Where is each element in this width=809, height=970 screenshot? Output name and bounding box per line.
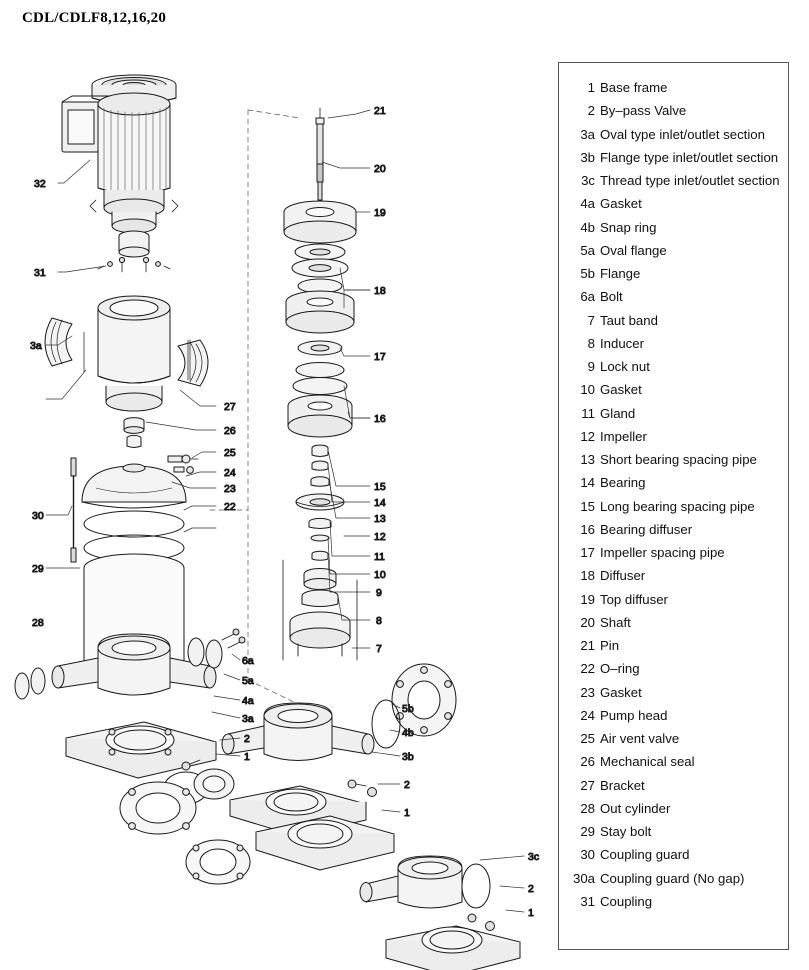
exploded-assembly-drawing [0,40,558,970]
legend-item [563,843,782,866]
legend-item-label: Lock nut [600,359,650,374]
legend-item-number: 9 [587,359,595,374]
legend-item-number: 30 [580,847,595,863]
svg-text:27: 27 [224,401,236,413]
legend-item-number: 27 [580,777,595,793]
stay-bolt-part [71,458,76,562]
legend-item [563,239,782,262]
svg-text:5a: 5a [242,675,254,687]
motor-part [62,75,178,233]
legend-item-label: Pump head [600,707,668,723]
svg-text:25: 25 [224,447,236,459]
legend-item-number: 3c [581,173,595,188]
legend-item-number: 5a [580,242,595,258]
legend-item [563,76,782,99]
air-vent-valve-part [168,455,198,473]
legend-item [563,518,782,541]
legend-item-label: Oval flange [600,242,667,258]
legend-item-label: Bracket [600,777,645,793]
legend-item-number: 7 [587,312,595,328]
legend-item-number: 30a [572,870,595,886]
legend-item-label: Impeller spacing pipe [600,545,725,560]
bracket-part [84,296,190,411]
legend-item [563,471,782,494]
mechanical-seal-part [124,418,144,448]
legend-item [563,285,782,308]
legend-item-number: 4b [580,219,595,235]
legend-item [563,774,782,797]
legend-item-label: Long bearing spacing pipe [600,498,755,514]
legend-item [563,867,782,890]
legend-item [563,99,782,122]
bearing-spacing-parts [311,445,329,486]
svg-text:19: 19 [374,207,386,219]
legend-item-label: Coupling [600,893,653,909]
legend-item-number: 5b [580,266,595,281]
legend-item-number: 3a [580,126,595,142]
legend-item-label: Base frame [600,80,668,95]
svg-text:32: 32 [34,178,46,190]
legend-item [563,378,782,401]
svg-text:23: 23 [224,483,236,495]
svg-text:16: 16 [374,413,386,425]
legend-item-label: Taut band [600,312,658,328]
svg-text:3a: 3a [242,713,254,725]
legend-item-number: 19 [580,591,595,607]
legend-item-number: 10 [580,382,595,398]
svg-text:10: 10 [374,569,386,581]
pump-head-part [82,464,186,508]
legend-item [563,634,782,657]
svg-text:15: 15 [374,481,386,493]
legend-item [563,797,782,820]
legend-item-number: 25 [580,731,595,746]
svg-text:4a: 4a [242,695,254,707]
legend-item-number: 28 [580,800,595,816]
legend-item-number: 21 [580,638,595,653]
svg-text:14: 14 [374,497,386,509]
legend-item-label: O–ring [600,661,640,677]
legend-item-number: 16 [580,521,595,537]
svg-text:21: 21 [374,105,386,117]
top-diffuser-part [284,201,356,243]
svg-text:24: 24 [224,467,236,479]
svg-text:4b: 4b [402,727,414,739]
legend-item-number: 15 [580,498,595,514]
legend-item-label: By–pass Valve [600,103,687,119]
legend-item-label: Inducer [600,335,644,351]
legend-item-number: 29 [580,824,595,839]
legend-item-label: Air vent valve [600,731,680,746]
legend-item-label: Bearing diffuser [600,521,693,537]
legend-item [563,216,782,239]
legend-item-number: 31 [580,893,595,909]
legend-item-number: 1 [587,80,595,95]
legend-item-number: 8 [587,335,595,351]
svg-text:12: 12 [374,531,386,543]
svg-text:3c: 3c [528,851,540,863]
legend-item-label: Bolt [600,289,623,305]
legend-item [563,564,782,587]
base-frame-middle [186,786,394,884]
legend-item-label: Stay bolt [600,824,652,839]
legend-item-label: Diffuser [600,568,646,584]
legend-item-label: Flange type inlet/outlet section [600,149,779,165]
legend-item-number: 4a [580,196,595,212]
legend-item-label: Out cylinder [600,800,671,816]
legend-item-label: Thread type inlet/outlet section [600,173,780,188]
legend-item-label: Oval type inlet/outlet section [600,126,765,142]
legend-item [563,332,782,355]
legend-item [563,169,782,192]
legend-item [563,355,782,378]
thread-inlet-outlet-section [360,856,520,970]
legend-item [563,192,782,215]
legend-item [563,448,782,471]
svg-text:26: 26 [224,425,236,437]
svg-text:30: 30 [32,510,44,522]
svg-text:3b: 3b [402,751,414,763]
legend-item [563,146,782,169]
parts-legend-panel [558,62,789,950]
legend-item-number: 14 [580,475,595,491]
svg-text:2: 2 [528,883,534,895]
legend-item [563,123,782,146]
legend-item-label: Impeller [600,428,647,444]
legend-item [563,309,782,332]
svg-text:18: 18 [374,285,386,297]
svg-text:7: 7 [376,643,382,655]
svg-text:5b: 5b [402,703,414,715]
legend-item-label: Top diffuser [600,591,668,607]
svg-text:29: 29 [32,563,44,575]
svg-text:22: 22 [224,501,236,513]
base-frame-left [66,722,234,834]
legend-item [563,727,782,750]
legend-item-number: 18 [580,568,595,584]
legend-item-number: 11 [581,405,595,421]
legend-item-label: Snap ring [600,219,657,235]
impeller-spacing-pipe-part [298,341,342,355]
legend-item-number: 12 [580,428,595,444]
svg-text:2: 2 [404,779,410,791]
svg-text:2: 2 [244,733,250,745]
legend-item-label: Gasket [600,684,642,700]
legend-item-label: Coupling guard (No gap) [600,870,745,886]
legend-item-label: Short bearing spacing pipe [600,452,757,467]
bearing-diffuser-parts [288,363,352,438]
svg-text:6a: 6a [242,655,254,667]
legend-item-number: 26 [580,754,595,770]
legend-item-number: 24 [580,707,595,723]
legend-item [563,425,782,448]
legend-item [563,890,782,913]
legend-item-label: Coupling guard [600,847,690,863]
legend-item-number: 23 [580,684,595,700]
legend-item [563,402,782,425]
svg-text:9: 9 [376,587,382,599]
legend-item [563,262,782,285]
legend-item [563,495,782,518]
legend-item [563,588,782,611]
coupling-part [98,231,170,272]
legend-item [563,657,782,680]
page-title: CDL/CDLF8,12,16,20 [22,10,167,26]
legend-item-number: 13 [580,452,595,467]
svg-text:28: 28 [32,617,44,629]
legend-item-label: Flange [600,266,641,281]
legend-item-number: 2 [587,103,595,119]
legend-item-number: 17 [580,545,595,560]
legend-item [563,611,782,634]
legend-item-number: 20 [580,614,595,630]
legend-item-label: Shaft [600,614,631,630]
legend-item [563,750,782,773]
parts-legend-list [559,63,788,913]
shaft-pin-parts [316,108,324,200]
oval-inlet-outlet-section [15,629,245,699]
svg-text:1: 1 [528,907,534,919]
legend-item-number: 22 [580,661,595,677]
svg-text:31: 31 [34,267,46,279]
legend-item-label: Bearing [600,475,646,491]
legend-item-number: 3b [580,149,595,165]
legend-item-number: 6a [580,289,595,305]
legend-item [563,704,782,727]
svg-text:1: 1 [244,751,250,763]
svg-text:1: 1 [404,807,410,819]
svg-text:3a: 3a [30,340,42,352]
svg-text:8: 8 [376,615,382,627]
legend-item [563,681,782,704]
svg-text:20: 20 [374,163,386,175]
legend-item [563,541,782,564]
svg-text:17: 17 [374,351,386,363]
legend-item-label: Gland [600,405,636,421]
svg-text:11: 11 [374,551,385,563]
legend-item [563,820,782,843]
legend-item-label: Gasket [600,196,642,212]
legend-item-label: Pin [600,638,620,653]
legend-item-label: Mechanical seal [600,754,695,770]
legend-item-label: Gasket [600,382,642,398]
svg-text:13: 13 [374,513,386,525]
